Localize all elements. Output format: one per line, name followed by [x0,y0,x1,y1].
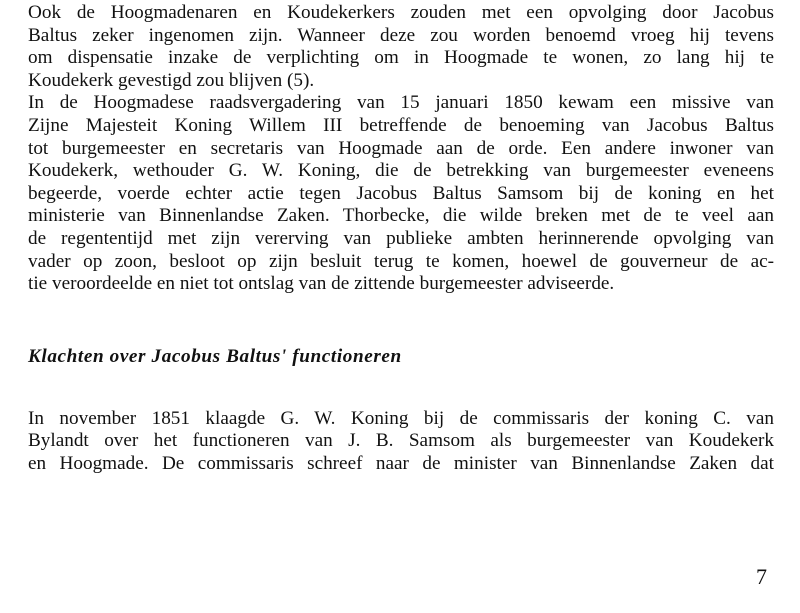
section-heading: Klachten over Jacobus Baltus' functioneren [28,345,402,367]
text-line: Bylandt over het functioneren van J. B. Samsom als burgemeester van Koudekerk [28,430,774,452]
text-line: en Hoogmade. De commissaris schreef naar de minister van Binnenlandse Zaken dat [28,452,774,474]
page-body [28,2,774,476]
text-line: In de Hoogmadese raadsvergadering van 15 januari 1850 kewam een missive van [28,92,774,114]
text-line: Zijne Majesteit Koning Willem III betreffende de benoeming van Jacobus Baltus [28,114,774,136]
text-line: Baltus zeker ingenomen zijn. Wanneer deze zou worden benoemd vroeg hij tevens [28,24,774,46]
text-line: tie veroordeelde en niet tot ontslag van de zittende burgemeester adviseerde. [28,273,615,295]
text-line: vader op zoon, besloot op zijn besluit terug te komen, hoewel de gouverneur de ac- [28,250,774,272]
text-line: Koudekerk, wethouder G. W. Koning, die de betrekking van burgemeester eveneens [28,160,774,182]
page-number: 7 [756,564,767,589]
text-line: de regententijd met zijn vererving van publieke ambten herinnerende opvolging van [28,227,774,249]
text-line: Koudekerk gevestigd zou blijven (5). [28,69,315,91]
text-line: ministerie van Binnenlandse Zaken. Thorbecke, die wilde breken met de te veel aan [28,205,774,227]
text-line: om dispensatie inzake de verplichting om in Hoogmade te wonen, zo lang hij te [28,47,774,69]
text-line: tot burgemeester en secretaris van Hoogmade aan de orde. Een andere inwoner van [28,137,774,159]
text-line: In november 1851 klaagde G. W. Koning bij de commissaris der koning C. van [28,407,774,429]
spacer [28,372,774,408]
paragraph-3 [28,408,774,476]
paragraph-2 [28,92,774,295]
text-line: begeerde, voerde echter actie tegen Jacobus Baltus Samsom bij de koning en het [28,182,774,204]
paragraph-1 [28,2,774,92]
spacer [28,296,774,346]
text-line: Ook de Hoogmadenaren en Koudekerkers zouden met een opvolging door Jacobus [28,2,774,23]
